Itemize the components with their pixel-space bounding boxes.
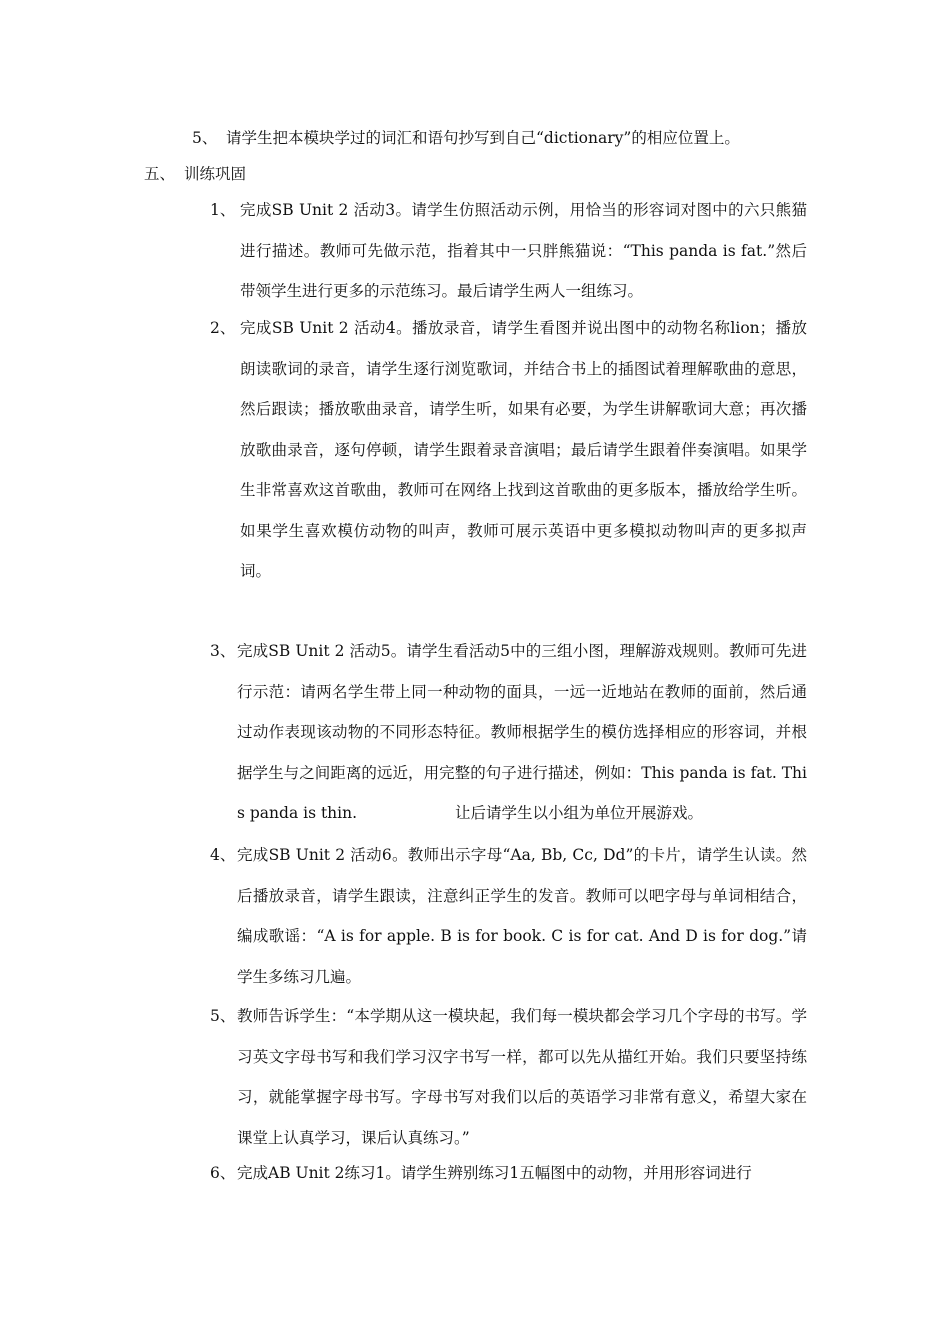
section-title: 训练巩固 — [184, 165, 247, 183]
item-3-number: 3、 — [210, 642, 236, 660]
item-2-text: 完成SB Unit 2 活动4。播放录音，请学生看图并说出图中的动物名称lion；播放朗读歌词的录音，请学生逐行浏览歌词，并结合书上的插图试着理解歌曲的意思，然后跟读；播放歌曲录音，请学生听，如果有必要，为学生讲解歌词大意；再次播放歌曲录音，逐句停顿，请学生跟着录音演唱；最后请学生跟着伴奏演唱。如果学生非常喜欢这首歌曲，教师可在网络上找到这首歌曲的更多版本，播放给学生听。如果学生喜欢模仿动物的叫声，教师可展示英语中更多模拟动物叫声的更多拟声词。 — [240, 319, 807, 580]
item-2-number: 2、 — [210, 319, 236, 337]
item-5-number: 5、 — [210, 1007, 236, 1025]
top-item-text: 请学生把本模块学过的词汇和语句抄写到自己“dictionary”的相应位置上。 — [226, 129, 740, 147]
item-6-text: 完成AB Unit 2练习1。请学生辨别练习1五幅图中的动物，并用形容词进行 — [237, 1164, 752, 1182]
item-6-number: 6、 — [210, 1164, 236, 1182]
item-1-text: 完成SB Unit 2 活动3。请学生仿照活动示例，用恰当的形容词对图中的六只熊猫进行描述。教师可先做示范，指着其中一只胖熊猫说：“This panda is fat.”然后带领学生进行更多的示范练习。最后请学生两人一组练习。 — [240, 201, 807, 300]
item-4-text: 完成SB Unit 2 活动6。教师出示字母“Aa, Bb, Cc, Dd”的卡片，请学生认读。然后播放录音，请学生跟读，注意纠正学生的发音。教师可以吧字母与单词相结合，编成歌谣：“A is for apple. B is for book. C is for cat. And D is for dog.”请学生多练习几遍。 — [237, 846, 807, 986]
item-5-text: 教师告诉学生：“本学期从这一模块起，我们每一模块都会学习几个字母的书写。学习英文字母书写和我们学习汉字书写一样，都可以先从描红开始。我们只要坚持练习，就能掌握字母书写。字母书写对我们以后的英语学习非常有意义，希望大家在课堂上认真学习，课后认真练习。” — [237, 1007, 807, 1147]
item-3-text — [237, 631, 807, 834]
top-item-number: 5、 — [192, 129, 218, 147]
item-3-text-main: 完成SB Unit 2 活动5。请学生看活动5中的三组小图，理解游戏规则。教师可先进行示范：请两名学生带上同一种动物的面具，一远一近地站在教师的面前，然后通过动作表现该动物的不同形态特征。教师根据学生的模仿选择相应的形容词，并根据学生与之间距离的远近，用完整的句子进行描述，例如：This panda is fat. This panda is thin. — [237, 642, 807, 822]
item-4-number: 4、 — [210, 846, 236, 864]
section-number: 五、 — [144, 165, 176, 183]
item-3-text-tail: 让后请学生以小组为单位开展游戏。 — [455, 804, 704, 822]
item-1-number: 1、 — [210, 201, 236, 219]
